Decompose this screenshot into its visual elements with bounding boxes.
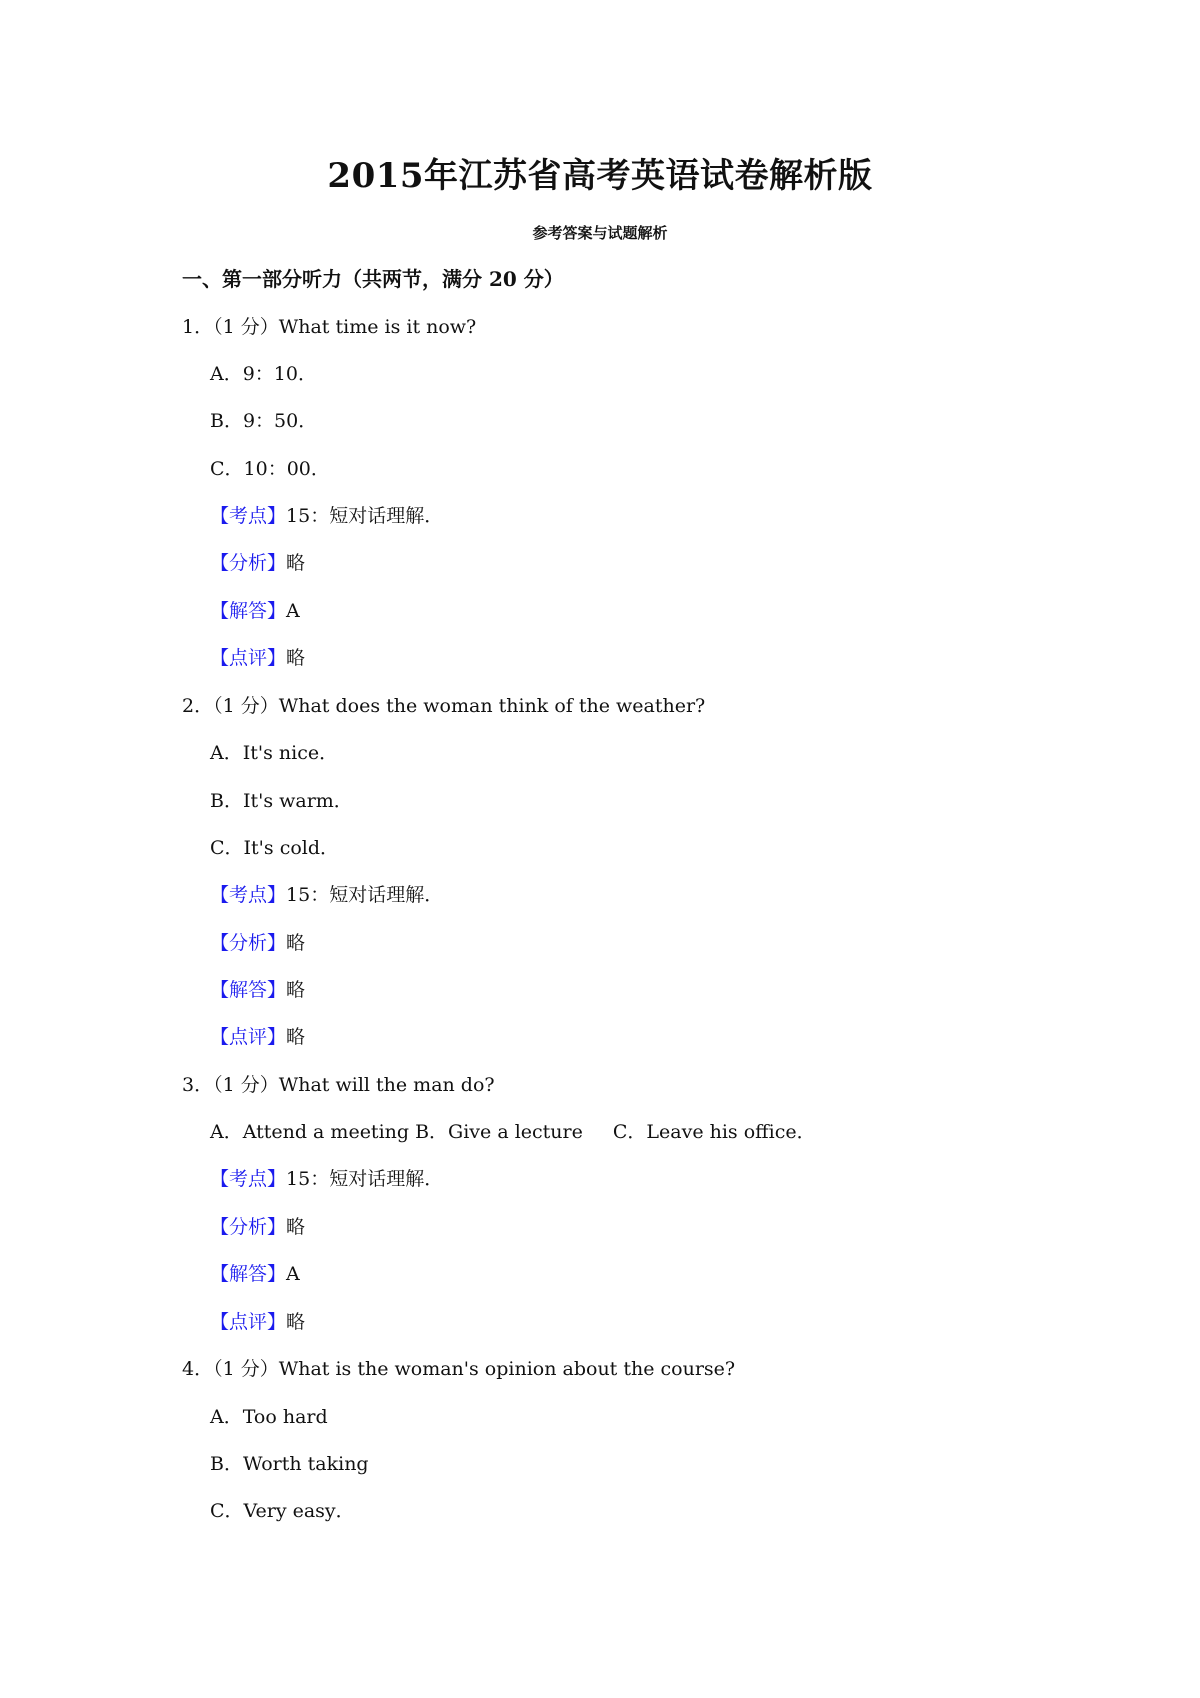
dianping-tag: 【点评】 <box>210 1026 287 1048</box>
kaodian-tag: 【考点】 <box>210 884 287 906</box>
question-3-options <box>210 1117 816 1147</box>
question-3-jieda <box>210 1259 300 1289</box>
dianping-text: 略 <box>286 1311 306 1333</box>
question-2-option-b: B．It's warm． <box>210 790 353 812</box>
jieda-text: 略 <box>286 979 306 1001</box>
jieda-tag: 【解答】 <box>210 600 287 622</box>
fenxi-text: 略 <box>286 1216 306 1238</box>
question-2-option-c: C．It's cold． <box>210 837 340 859</box>
question-2-fenxi <box>210 928 305 958</box>
question-2-dianping <box>210 1022 305 1052</box>
kaodian-text: 15：短对话理解． <box>286 884 444 906</box>
jieda-tag: 【解答】 <box>210 979 287 1001</box>
question-2-option-a: A．It's nice． <box>210 742 339 764</box>
page-title: 2015年江苏省高考英语试卷解析版 <box>327 156 873 196</box>
dianping-tag: 【点评】 <box>210 1311 287 1333</box>
question-1-option-a: A．9：10． <box>210 363 317 385</box>
question-2-stem: 2．（1 分）What does the woman think of the weather? <box>182 695 706 717</box>
fenxi-tag: 【分析】 <box>210 1216 287 1238</box>
question-2-kaodian <box>210 880 443 910</box>
question-3-kaodian <box>210 1164 443 1194</box>
fenxi-tag: 【分析】 <box>210 552 287 574</box>
question-1-dianping <box>210 643 305 673</box>
jieda-text: A <box>286 1263 300 1285</box>
kaodian-tag: 【考点】 <box>210 1168 287 1190</box>
jieda-text: A <box>286 600 300 622</box>
question-3-option-a: A．Attend a meeting <box>210 1121 410 1143</box>
kaodian-tag: 【考点】 <box>210 505 287 527</box>
question-4-option-a: A．Too hard <box>210 1406 328 1428</box>
question-3-stem: 3．（1 分）What will the man do? <box>182 1074 495 1096</box>
question-1-option-b: B．9：50． <box>210 410 318 432</box>
question-1-stem: 1．（1 分）What time is it now? <box>182 316 477 338</box>
question-3-option-b: B．Give a lecture <box>415 1121 583 1143</box>
question-3-option-c: C．Leave his office． <box>612 1121 816 1143</box>
fenxi-text: 略 <box>286 932 306 954</box>
question-2-jieda <box>210 975 305 1005</box>
fenxi-tag: 【分析】 <box>210 932 287 954</box>
page-subtitle: 参考答案与试题解析 <box>532 224 668 242</box>
kaodian-text: 15：短对话理解． <box>286 1168 444 1190</box>
section-heading: 一、第一部分听力（共两节，满分 20 分） <box>182 267 564 291</box>
dianping-tag: 【点评】 <box>210 647 287 669</box>
question-1-jieda <box>210 596 300 626</box>
question-1-option-c: C．10：00． <box>210 458 330 480</box>
question-4-option-c: C．Very easy． <box>210 1500 355 1522</box>
dianping-text: 略 <box>286 1026 306 1048</box>
question-3-fenxi <box>210 1212 305 1242</box>
question-1-fenxi <box>210 548 305 578</box>
jieda-tag: 【解答】 <box>210 1263 287 1285</box>
question-4-stem: 4．（1 分）What is the woman's opinion about the course? <box>182 1358 736 1380</box>
dianping-text: 略 <box>286 647 306 669</box>
fenxi-text: 略 <box>286 552 306 574</box>
kaodian-text: 15：短对话理解． <box>286 505 444 527</box>
question-4-option-b: B．Worth taking <box>210 1453 369 1475</box>
question-3-dianping <box>210 1307 305 1337</box>
question-1-kaodian <box>210 501 443 531</box>
